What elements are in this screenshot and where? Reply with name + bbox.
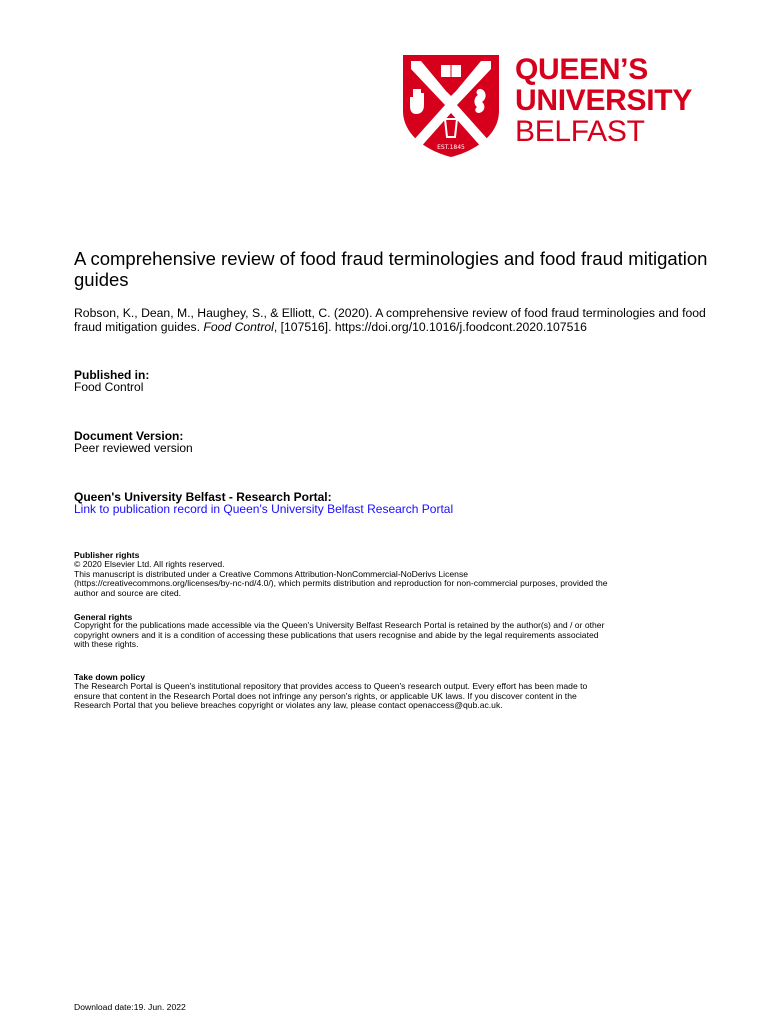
- published-in-label: Published in:: [74, 368, 150, 382]
- take-down-text: [74, 682, 718, 711]
- publisher-rights-line: author and source are cited.: [74, 587, 182, 598]
- university-logo: [401, 53, 713, 161]
- svg-text:EST.1845: EST.1845: [437, 144, 465, 151]
- take-down-heading: Take down policy: [74, 672, 145, 682]
- publisher-rights-text: [74, 560, 718, 598]
- general-rights-line: with these rights.: [74, 639, 139, 650]
- general-rights-line: copyright owners and it is a condition of accessing these publications that users recognise and abide by the legal requirements associated: [74, 629, 599, 640]
- wordmark-line-queens: QUEEN’S: [515, 53, 648, 86]
- general-rights-text: [74, 621, 718, 650]
- publication-record-link[interactable]: Link to publication record in Queen's University Belfast Research Portal: [74, 502, 454, 516]
- take-down-line: Research Portal that you believe breaches copyright or violates any law, please contact openaccess@qub.ac.uk.: [74, 700, 503, 711]
- general-rights-heading: General rights: [74, 612, 133, 622]
- research-portal-label: Queen's University Belfast - Research Portal:: [74, 490, 332, 504]
- published-in-value: Food Control: [74, 380, 144, 394]
- wordmark-line-belfast: BELFAST: [515, 115, 645, 148]
- citation: [74, 306, 724, 334]
- wordmark-line-university: UNIVERSITY: [515, 84, 693, 117]
- take-down-line: ensure that content in the Research Portal does not infringe any person's rights, or applicable UK laws. If you discover content in the: [74, 690, 577, 701]
- crest-icon: [401, 53, 501, 159]
- citation-journal: Food Control: [203, 320, 274, 334]
- general-rights-line: Copyright for the publications made accessible via the Queen's University Belfast Research Portal is retained by the author(s) and / or other: [74, 620, 605, 630]
- document-version-label: Document Version:: [74, 429, 184, 443]
- take-down-line: The Research Portal is Queen's institutional repository that provides access to Queen's research output. Every effort has been made to: [74, 681, 588, 691]
- citation-doi: , [107516]. https://doi.org/10.1016/j.foodcont.2020.107516: [273, 320, 587, 334]
- publisher-rights-line: © 2020 Elsevier Ltd. All rights reserved.: [74, 559, 225, 569]
- document-version-value: Peer reviewed version: [74, 441, 193, 455]
- paper-title: A comprehensive review of food fraud terminologies and food fraud mitigation guides: [74, 248, 708, 290]
- publisher-rights-line: (https://creativecommons.org/licenses/by-nc-nd/4.0/), which permits distribution and reproduction for non-commercial purposes, provided the: [74, 578, 608, 589]
- publisher-rights-line: This manuscript is distributed under a Creative Commons Attribution-NonCommercial-NoDerivs License: [74, 568, 469, 579]
- publisher-rights-heading: Publisher rights: [74, 550, 140, 560]
- citation-authors: Robson, K., Dean, M., Haughey, S., & Elliott, C. (2020). A comprehensive review of food fraud terminologies and food fraud mitigation guides.: [74, 306, 706, 334]
- download-date: Download date:19. Jun. 2022: [74, 1002, 186, 1012]
